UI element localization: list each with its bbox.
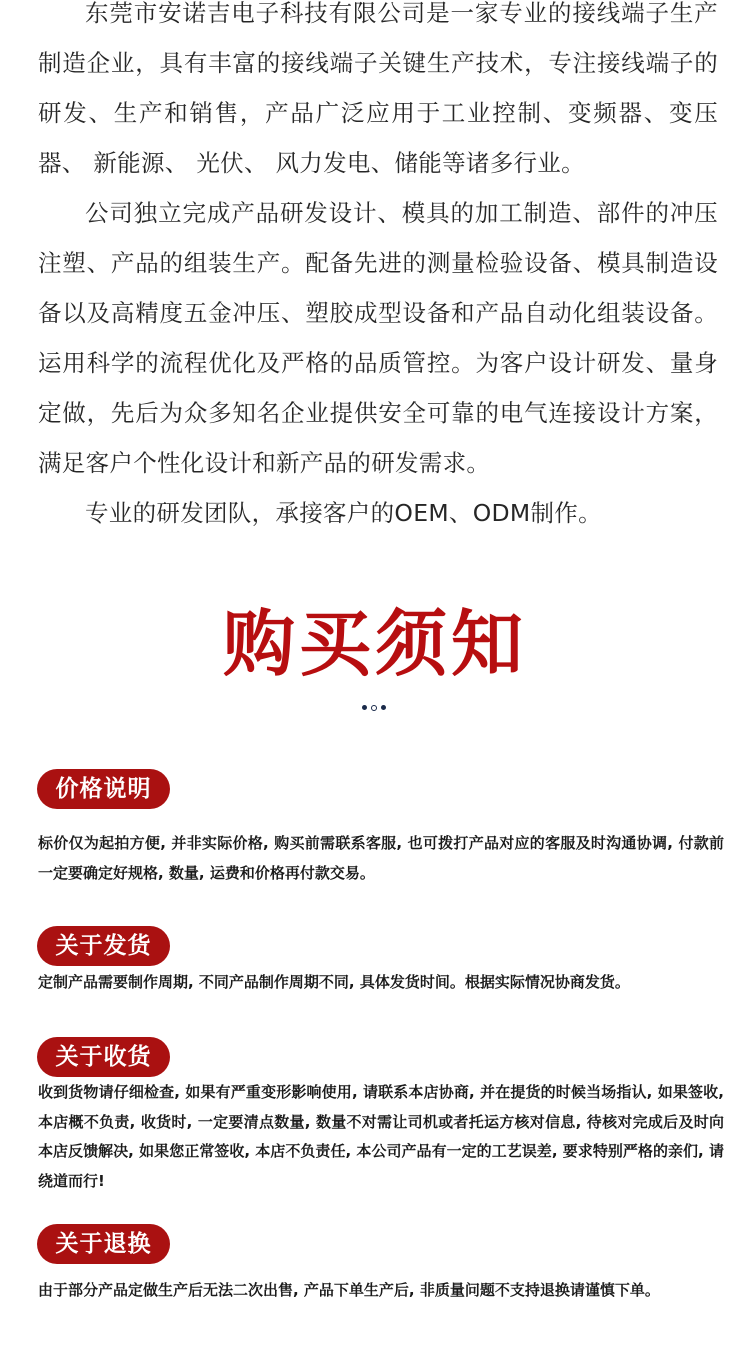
intro-paragraph-3: 专业的研发团队，承接客户的OEM、ODM制作。	[85, 499, 602, 527]
divider-dot-icon	[371, 705, 377, 711]
returns-info-text: 由于部分产品定做生产后无法二次出售, 产品下单生产后, 非质量问题不支持退换请谨慎下单。	[38, 1281, 660, 1299]
divider-dot-icon	[381, 705, 386, 710]
title-divider-dots	[360, 703, 390, 713]
intro-paragraph-2: 公司独立完成产品研发设计、模具的加工制造、部件的冲压注塑、产品的组装生产。配备先进的测量检验设备、模具制造设备以及高精度五金冲压、塑胶成型设备和产品自动化组装设备。运用科学的流程优化及严格的品质管控。为客户设计研发、量身定做，先后为众多知名企业提供安全可靠的电气连接设计方案， 满足客户个性化设计和新产品的研发需求。	[38, 199, 718, 477]
shipping-info-badge: 关于发货	[37, 926, 170, 966]
purchase-notice-title: 购买须知	[222, 602, 527, 686]
price-info-badge: 价格说明	[37, 769, 170, 809]
divider-dot-icon	[362, 705, 367, 710]
receiving-info-badge: 关于收货	[37, 1037, 170, 1077]
price-info-text: 标价仅为起拍方便, 并非实际价格, 购买前需联系客服, 也可拨打产品对应的客服及时沟通协调, 付款前一定要确定好规格, 数量, 运费和价格再付款交易。	[38, 834, 724, 882]
returns-info-badge: 关于退换	[37, 1224, 170, 1264]
intro-paragraph-1: 东莞市安诺吉电子科技有限公司是一家专业的接线端子生产制造企业，具有丰富的接线端子关键生产技术，专注接线端子的研发、生产和销售，产品广泛应用于工业控制、变频器、变压器、 新能源、 光伏、 风力发电、储能等诸多行业。	[38, 0, 718, 177]
shipping-info-text: 定制产品需要制作周期, 不同产品制作周期不同, 具体发货时间。根据实际情况协商发货。	[38, 973, 630, 991]
company-intro	[38, 0, 718, 538]
receiving-info-text: 收到货物请仔细检查, 如果有严重变形影响使用, 请联系本店协商, 并在提货的时候当场指认, 如果签收, 本店概不负责, 收货时, 一定要清点数量, 数量不对需让司机或者托运方核对信息, 待核对完成后及时向本店反馈解决, 如果您正常签收, 本店不负责任, 本公司产品有一定的工艺误差, 要求特别严格的亲们, 请绕道而行!	[38, 1083, 724, 1190]
